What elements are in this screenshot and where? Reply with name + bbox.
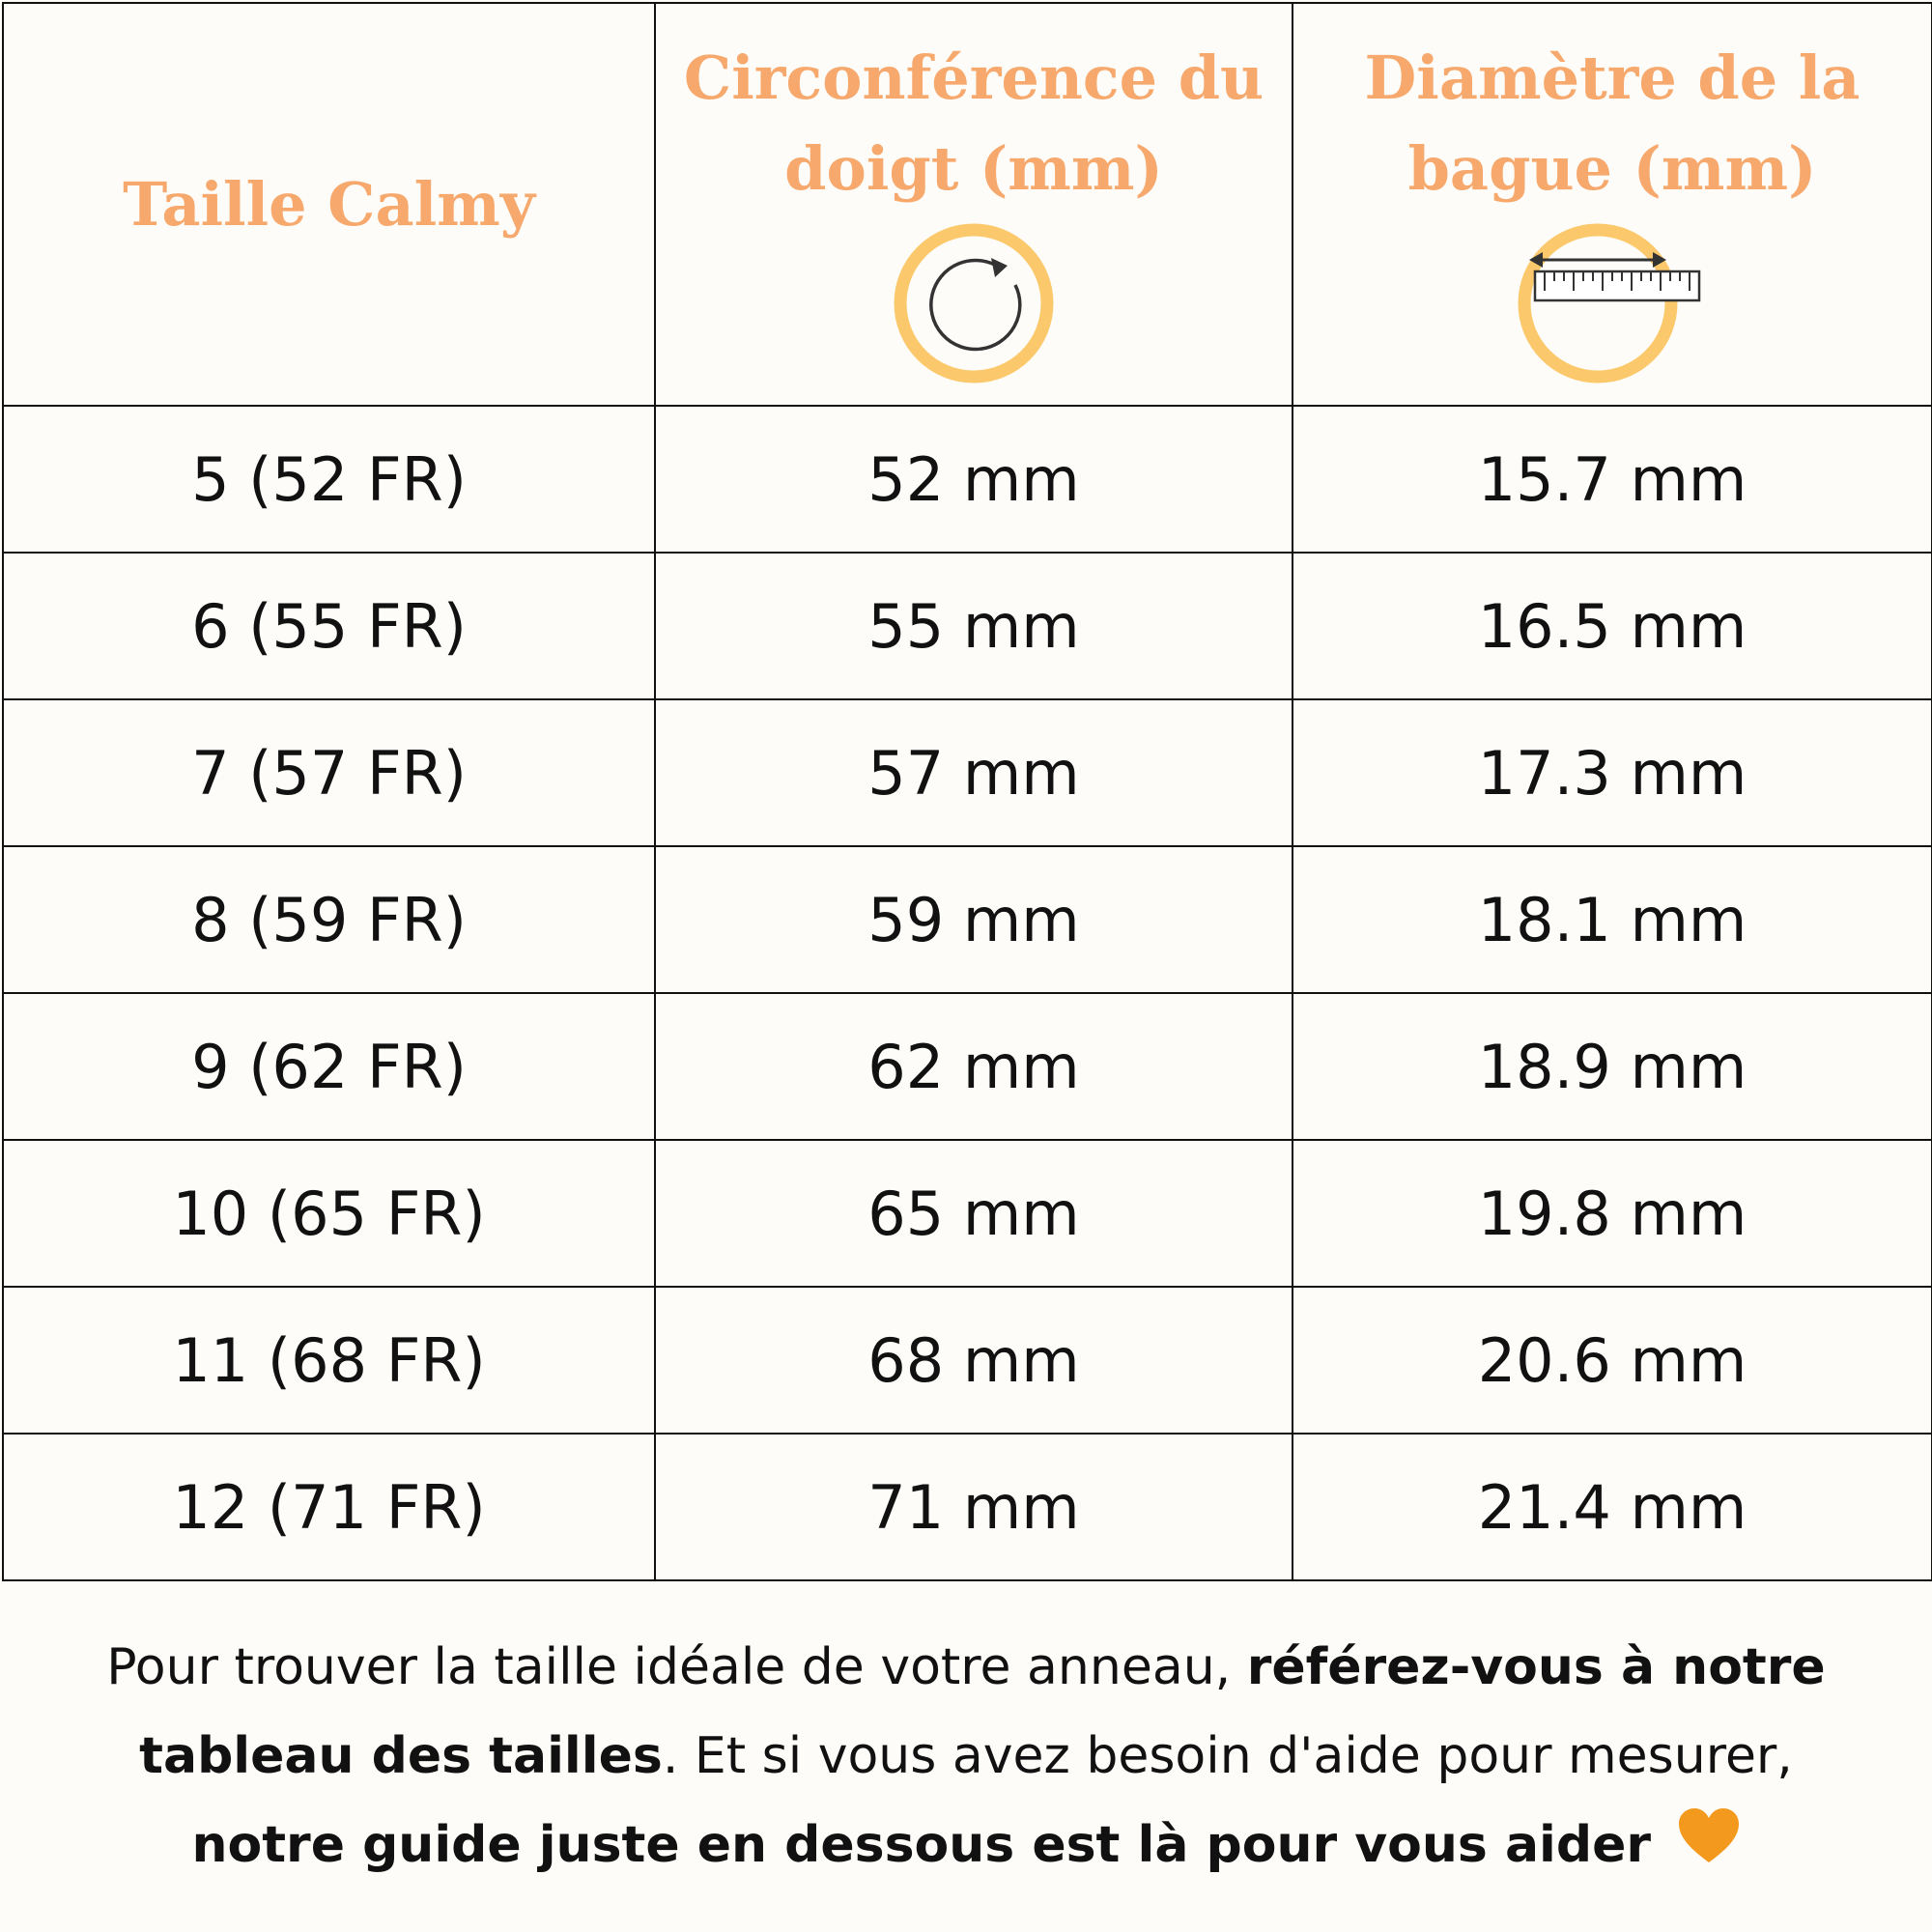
cell-diameter: 18.9 mm — [1293, 993, 1932, 1140]
cell-circumference: 52 mm — [655, 406, 1293, 553]
size-table — [2, 2, 1932, 1581]
cell-diameter: 17.3 mm — [1293, 699, 1932, 846]
orange-heart-icon — [1677, 1804, 1741, 1892]
cell-circumference: 65 mm — [655, 1140, 1293, 1287]
header-diameter-line2: bague (mm) — [1407, 133, 1817, 204]
cell-circumference: 62 mm — [655, 993, 1293, 1140]
cell-diameter: 20.6 mm — [1293, 1287, 1932, 1434]
header-diameter-line1: Diamètre de la — [1364, 43, 1861, 113]
table-row — [3, 1140, 1932, 1287]
cell-circumference: 55 mm — [655, 553, 1293, 699]
header-circumference — [655, 3, 1293, 406]
cell-diameter: 15.7 mm — [1293, 406, 1932, 553]
ring-diameter-ruler-icon — [1516, 221, 1709, 389]
header-circumference-line1: Circonférence du — [683, 43, 1264, 113]
header-size — [3, 3, 655, 406]
table-row — [3, 993, 1932, 1140]
size-guide-note — [58, 1623, 1874, 1892]
cell-circumference: 59 mm — [655, 846, 1293, 993]
cell-size: 9 (62 FR) — [3, 993, 655, 1140]
cell-diameter: 19.8 mm — [1293, 1140, 1932, 1287]
cell-diameter: 16.5 mm — [1293, 553, 1932, 699]
note-bold-1: référez-vous à notre tableau des tailles — [139, 1638, 1826, 1785]
ring-circumference-icon — [892, 221, 1056, 389]
header-circumference-line2: doigt (mm) — [784, 133, 1163, 204]
table-row — [3, 553, 1932, 699]
header-size-label: Taille Calmy — [123, 168, 535, 240]
note-text-part2: . Et si vous avez besoin d'aide pour mesurer, — [662, 1727, 1793, 1785]
cell-size: 7 (57 FR) — [3, 699, 655, 846]
cell-size: 10 (65 FR) — [3, 1140, 655, 1287]
table-header-row — [3, 3, 1932, 406]
header-diameter — [1293, 3, 1932, 406]
note-bold-2: notre guide juste en dessous est là pour vous aider — [191, 1816, 1651, 1874]
cell-circumference: 71 mm — [655, 1434, 1293, 1580]
table-row — [3, 406, 1932, 553]
cell-size: 6 (55 FR) — [3, 553, 655, 699]
note-text-part1: Pour trouver la taille idéale de votre anneau, — [106, 1638, 1247, 1696]
cell-size: 8 (59 FR) — [3, 846, 655, 993]
cell-diameter: 18.1 mm — [1293, 846, 1932, 993]
cell-diameter: 21.4 mm — [1293, 1434, 1932, 1580]
table-row — [3, 1287, 1932, 1434]
table-body — [3, 406, 1932, 1580]
cell-size: 12 (71 FR) — [3, 1434, 655, 1580]
table-row — [3, 1434, 1932, 1580]
cell-size: 11 (68 FR) — [3, 1287, 655, 1434]
cell-size: 5 (52 FR) — [3, 406, 655, 553]
table-row — [3, 846, 1932, 993]
table-row — [3, 699, 1932, 846]
cell-circumference: 57 mm — [655, 699, 1293, 846]
cell-circumference: 68 mm — [655, 1287, 1293, 1434]
